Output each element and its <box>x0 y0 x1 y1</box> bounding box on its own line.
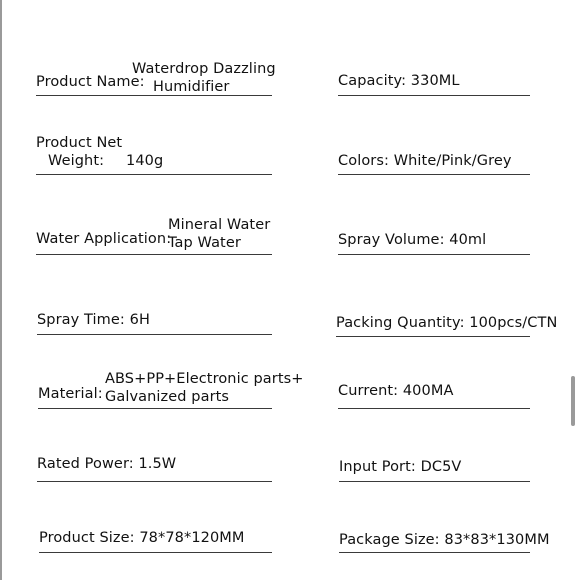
water-application-underline <box>36 254 272 255</box>
packing-quantity-underline <box>336 336 530 337</box>
spray-volume-underline <box>338 254 530 255</box>
product-name-underline <box>36 95 272 96</box>
net-weight-value: 140g <box>126 153 164 169</box>
packing-quantity-text: Packing Quantity: 100pcs/CTN <box>336 315 558 331</box>
product-size-text: Product Size: 78*78*120MM <box>39 530 245 546</box>
spray-time-text: Spray Time: 6H <box>37 312 150 328</box>
net-weight-label-line1: Product Net <box>36 135 123 151</box>
input-port-text: Input Port: DC5V <box>339 459 462 475</box>
rated-power-text: Rated Power: 1.5W <box>37 456 177 472</box>
input-port-underline <box>339 481 530 482</box>
water-application-value-line2: Tap Water <box>168 235 241 251</box>
page-edge <box>0 0 2 580</box>
package-size-underline <box>339 552 530 553</box>
product-size-underline <box>39 552 272 553</box>
product-name-value-line2: Humidifier <box>153 79 230 95</box>
colors-text: Colors: White/Pink/Grey <box>338 153 512 169</box>
material-value-line2: Galvanized parts <box>105 389 230 405</box>
colors-underline <box>338 174 530 175</box>
water-application-value-line1: Mineral Water <box>168 217 271 233</box>
product-name-value-line1: Waterdrop Dazzling <box>132 61 276 77</box>
net-weight-underline <box>36 174 272 175</box>
material-value-line1: ABS+PP+Electronic parts+ <box>105 371 304 387</box>
current-underline <box>338 408 530 409</box>
scrollbar-thumb[interactable] <box>571 376 575 426</box>
water-application-label: Water Application: <box>36 231 172 247</box>
rated-power-underline <box>37 481 272 482</box>
material-underline <box>38 408 272 409</box>
package-size-text: Package Size: 83*83*130MM <box>339 532 550 548</box>
spray-volume-text: Spray Volume: 40ml <box>338 232 487 248</box>
current-text: Current: 400MA <box>338 383 454 399</box>
capacity-underline <box>338 95 530 96</box>
product-name-label: Product Name: <box>36 74 145 90</box>
capacity-text: Capacity: 330ML <box>338 73 460 89</box>
material-label: Material: <box>38 386 103 402</box>
spray-time-underline <box>37 334 272 335</box>
net-weight-label-line2: Weight: <box>48 153 105 169</box>
